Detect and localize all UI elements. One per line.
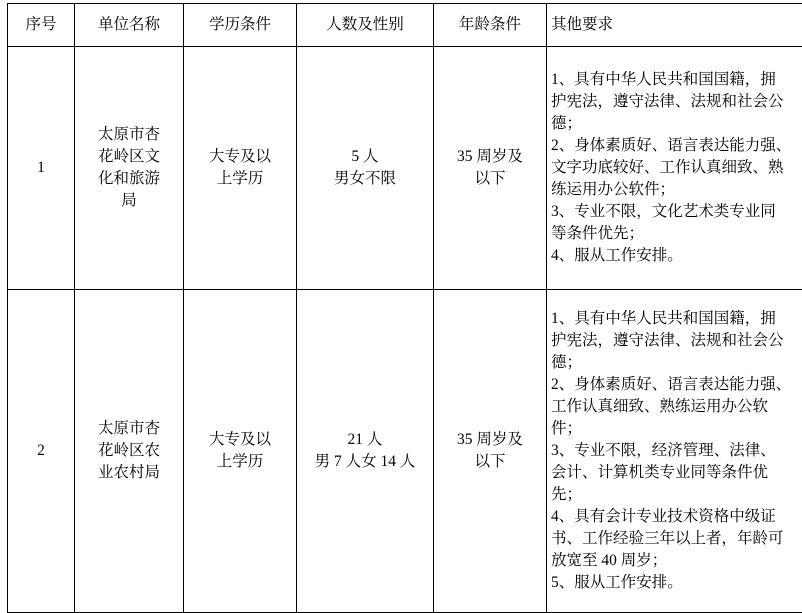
cell-gender-line: 男女不限: [301, 168, 429, 190]
cell-age-line: 以下: [438, 168, 542, 190]
cell-unit-line: 花岭区农: [79, 440, 179, 462]
cell-count-line: 5 人: [301, 146, 429, 168]
cell-education: [184, 290, 297, 613]
requirement-line: 等条件优先；: [551, 223, 802, 245]
cell-gender-line: 男 7 人女 14 人: [301, 451, 429, 473]
requirement-line: 1、具有中华人民共和国国籍，拥: [551, 69, 802, 91]
cell-age: [434, 290, 547, 613]
cell-other-requirements: [547, 47, 802, 290]
cell-no: 2: [8, 290, 75, 613]
cell-education-line: 上学历: [188, 168, 292, 190]
document-page: [0, 3, 802, 600]
cell-unit-line: 局: [79, 190, 179, 212]
requirement-line: 护宪法，遵守法律、法规和社会公: [551, 330, 802, 352]
requirement-line: 德；: [551, 352, 802, 374]
cell-unit-line: 业农村局: [79, 462, 179, 484]
cell-other-requirements: [547, 290, 802, 613]
cell-unit-line: 太原市杏: [79, 418, 179, 440]
cell-education: [184, 47, 297, 290]
table-header-row: [8, 4, 802, 47]
recruitment-table: [7, 3, 802, 613]
requirement-line: 书、工作经验三年以上者，年龄可: [551, 528, 802, 550]
column-header-education: 学历条件: [184, 4, 297, 47]
requirement-line: 件；: [551, 418, 802, 440]
cell-age-line: 35 周岁及: [438, 146, 542, 168]
requirement-line: 3、专业不限，经济管理、法律、: [551, 440, 802, 462]
column-header-age: 年龄条件: [434, 4, 547, 47]
requirement-line: 4、服从工作安排。: [551, 245, 802, 267]
requirement-line: 练运用办公软件；: [551, 179, 802, 201]
table-row: [8, 290, 802, 613]
cell-education-line: 上学历: [188, 451, 292, 473]
cell-education-line: 大专及以: [188, 146, 292, 168]
cell-unit-line: 化和旅游: [79, 168, 179, 190]
table-body: [8, 47, 802, 613]
requirement-line: 德；: [551, 113, 802, 135]
requirement-line: 工作认真细致、熟练运用办公软: [551, 396, 802, 418]
cell-no: 1: [8, 47, 75, 290]
column-header-other-requirements: 其他要求: [547, 4, 802, 47]
column-header-unit: 单位名称: [75, 4, 184, 47]
cell-unit-line: 太原市杏: [79, 124, 179, 146]
requirement-line: 放宽至 40 周岁；: [551, 550, 802, 572]
cell-count-gender: [297, 290, 434, 613]
cell-education-line: 大专及以: [188, 429, 292, 451]
requirement-line: 会计、计算机类专业同等条件优: [551, 462, 802, 484]
cell-unit-line: 花岭区文: [79, 146, 179, 168]
cell-count-line: 21 人: [301, 429, 429, 451]
cell-age-line: 以下: [438, 451, 542, 473]
requirement-line: 2、身体素质好、语言表达能力强、: [551, 135, 802, 157]
requirement-line: 3、专业不限，文化艺术类专业同: [551, 201, 802, 223]
requirement-line: 护宪法，遵守法律、法规和社会公: [551, 91, 802, 113]
requirement-line: 先；: [551, 484, 802, 506]
column-header-no: 序号: [8, 4, 75, 47]
cell-age-line: 35 周岁及: [438, 429, 542, 451]
table-header: [8, 4, 802, 47]
requirement-line: 2、身体素质好、语言表达能力强、: [551, 374, 802, 396]
column-header-count-gender: 人数及性别: [297, 4, 434, 47]
cell-age: [434, 47, 547, 290]
cell-count-gender: [297, 47, 434, 290]
table-row: [8, 47, 802, 290]
requirement-line: 1、具有中华人民共和国国籍，拥: [551, 308, 802, 330]
requirement-line: 4、具有会计专业技术资格中级证: [551, 506, 802, 528]
requirement-line: 5、服从工作安排。: [551, 572, 802, 594]
cell-unit: [75, 290, 184, 613]
cell-unit: [75, 47, 184, 290]
requirement-line: 文字功底较好、工作认真细致、熟: [551, 157, 802, 179]
